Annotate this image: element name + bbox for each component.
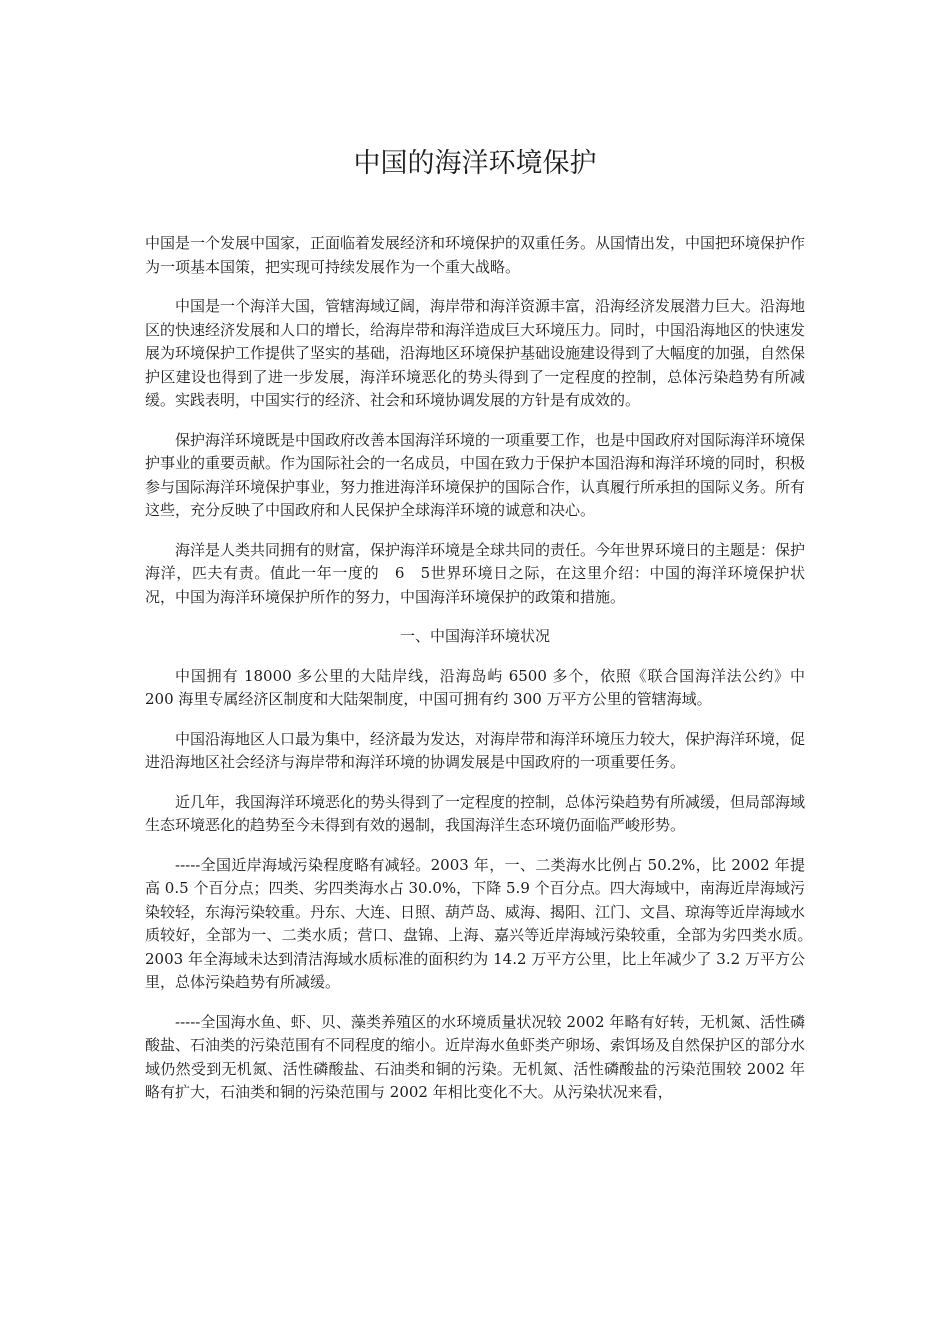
section-heading: 一、中国海洋环境状况	[399, 627, 550, 645]
paragraph: 近几年，我国海洋环境恶化的势头得到了一定程度的控制，总体污染趋势有所减缓，但局部海域生态环境恶化的趋势至今未得到有效的遏制，我国海洋生态环境仍面临严峻形势。	[145, 792, 806, 834]
document-body	[145, 232, 821, 1121]
paragraph: 中国是一个海洋大国，管辖海域辽阔，海岸带和海洋资源丰富，沿海经济发展潜力巨大。沿海地区的快速经济发展和人口的增长，给海岸带和海洋造成巨大环境压力。同时，中国沿海地区的快速发展为环境保护工作提供了坚实的基础，沿海地区环境保护基础设施建设得到了大幅度的加强，自然保护区建设也得到了进一步发展，海洋环境恶化的势头得到了一定程度的控制，总体污染趋势有所减缓。实践表明，中国实行的经济、社会和环境协调发展的方针是有成效的。	[145, 297, 806, 409]
paragraph: 海洋是人类共同拥有的财富，保护海洋环境是全球共同的责任。今年世界环境日的主题是：保护海洋，匹夫有责。值此一年一度的 6 5世界环境日之际，在这里介绍：中国的海洋环境保护状况，中国为海洋环境保护所作的努力，中国海洋环境保护的政策和措施。	[145, 540, 806, 606]
paragraph: -----全国海水鱼、虾、贝、藻类养殖区的水环境质量状况较 2002 年略有好转，无机氮、活性磷酸盐、石油类的污染范围有不同程度的缩小。近岸海水鱼虾类产卵场、索饵场及自然保护区的部分水域仍然受到无机氮、活性磷酸盐、石油类和铜的污染。无机氮、活性磷酸盐的污染范围较 2002 年略有扩大，石油类和铜的污染范围与 2002 年相比变化不大。从污染状况来看，	[145, 1012, 806, 1101]
paragraph: 中国沿海地区人口最为集中，经济最为发达，对海岸带和海洋环境压力较大，保护海洋环境，促进沿海地区社会经济与海岸带和海洋环境的协调发展是中国政府的一项重要任务。	[145, 729, 806, 771]
paragraph: 保护海洋环境既是中国政府改善本国海洋环境的一项重要工作，也是中国政府对国际海洋环境保护事业的重要贡献。作为国际社会的一名成员，中国在致力于保护本国沿海和海洋环境的同时，积极参与国际海洋环境保护事业，努力推进海洋环境保护的国际合作，认真履行所承担的国际义务。所有这些，充分反映了中国政府和人民保护全球海洋环境的诚意和决心。	[145, 430, 806, 519]
paragraph-intro: 中国是一个发展中国家，正面临着发展经济和环境保护的双重任务。从国情出发，中国把环境保护作为一项基本国策，把实现可持续发展作为一个重大战略。	[145, 234, 806, 276]
document-title: 中国的海洋环境保护	[353, 148, 597, 179]
paragraph: -----全国近岸海域污染程度略有减轻。2003 年，一、二类海水比例占 50.2%，比 2002 年提高 0.5 个百分点；四类、劣四类海水占 30.0%，下降 5.9 个百分点。四大海域中，南海近岸海域污染较轻，东海污染较重。丹东、大连、日照、葫芦岛、威海、揭阳、江门、文昌、琼海等近岸海域水质较好，全部为一、二类水质；营口、盘锦、上海、嘉兴等近岸海域污染较重，全部为劣四类水质。 2003 年全海域未达到清洁海域水质标准的面积约为 14.2 万平方公里，比上年减少了 3.2 万平方公里，总体污染趋势有所减缓。	[145, 855, 821, 991]
paragraph: 中国拥有 18000 多公里的大陆岸线，沿海岛屿 6500 多个，依照《联合国海洋法公约》中 200 海里专属经济区制度和大陆架制度，中国可拥有约 300 万平方公里的管辖海域。	[145, 666, 805, 708]
